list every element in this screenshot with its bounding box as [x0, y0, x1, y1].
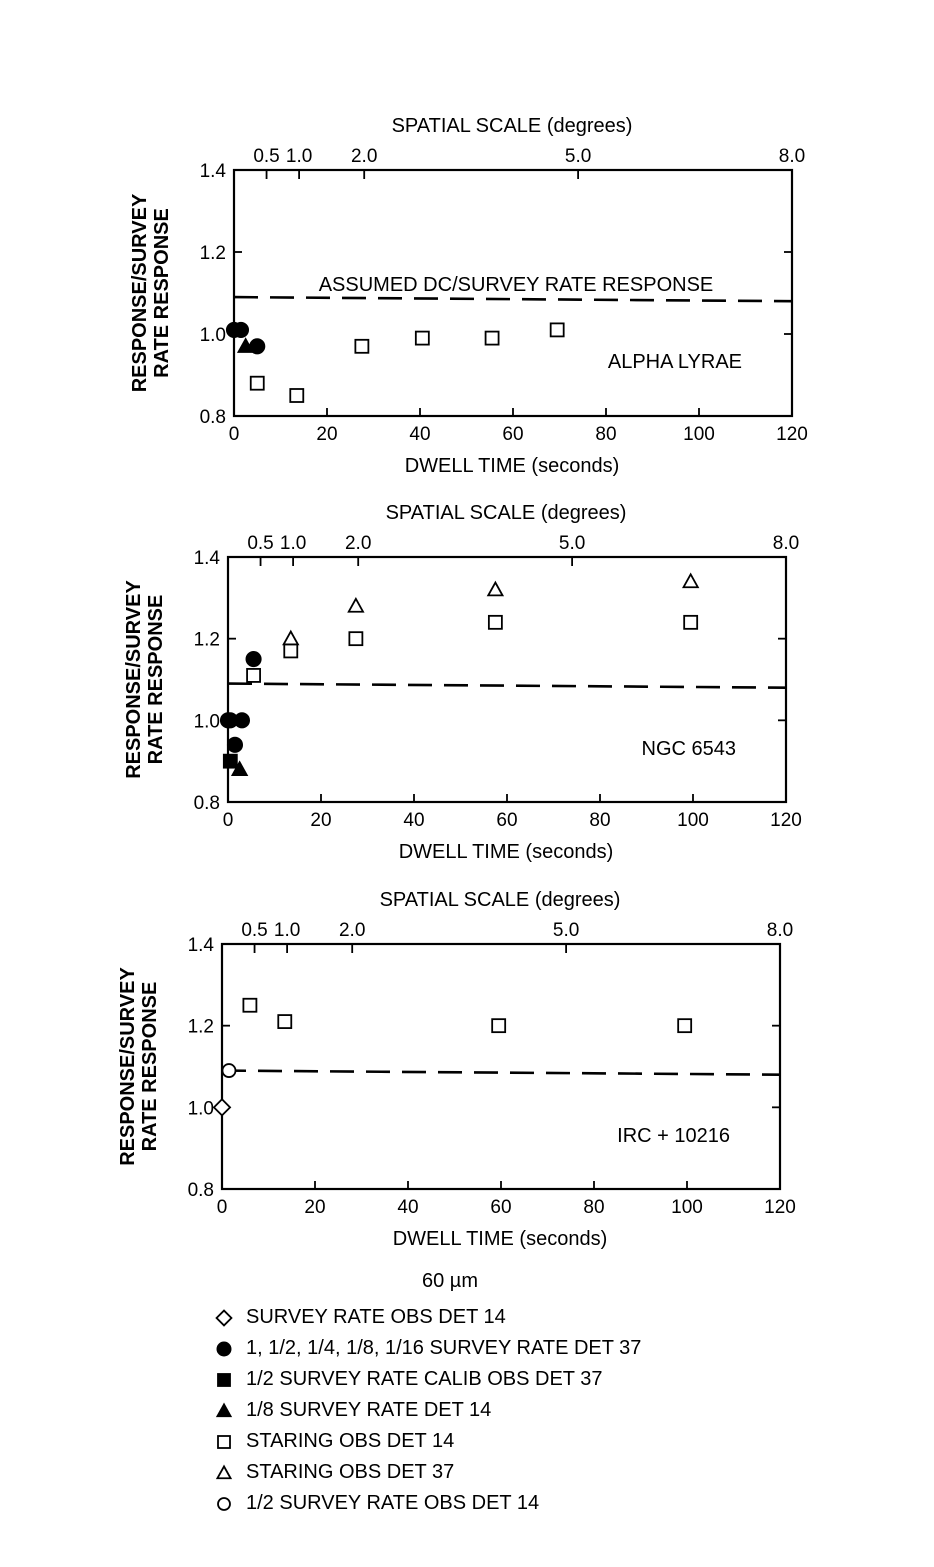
- legend-marker-square-open: [210, 1430, 234, 1454]
- x-tick-label: 0: [228, 424, 240, 445]
- y-tick-label: 1.2: [199, 243, 226, 264]
- legend-marker-shape: [217, 1342, 230, 1355]
- x-tick-label: 100: [671, 1197, 703, 1218]
- legend-label: 1/2 SURVEY RATE OBS DET 14: [246, 1492, 540, 1514]
- x-tick-label: 120: [776, 424, 808, 445]
- x-tick-label: 80: [595, 424, 617, 445]
- plot-frame: [228, 557, 786, 802]
- legend-label: STARING OBS DET 37: [246, 1461, 455, 1483]
- top-tick-label: 2.0: [338, 920, 366, 941]
- y-axis-title-line2: RATE RESPONSE: [151, 208, 173, 378]
- y-tick-label: 0.8: [187, 1180, 214, 1201]
- legend-marker-shape: [218, 1374, 230, 1386]
- legend-label: 1, 1/2, 1/4, 1/8, 1/16 SURVEY RATE DET 37: [246, 1337, 642, 1359]
- data-point-triangle-open: [684, 574, 698, 587]
- top-tick-label: 5.0: [558, 533, 586, 554]
- legend-marker-triangle-open: [210, 1461, 234, 1485]
- x-tick-label: 120: [764, 1197, 796, 1218]
- plot-frame: [222, 944, 780, 1189]
- top-tick-label: 5.0: [552, 920, 580, 941]
- chart-panel-2: [123, 502, 802, 863]
- legend-label: STARING OBS DET 14: [246, 1430, 455, 1452]
- x-tick-label: 100: [677, 810, 709, 831]
- top-tick-label: 8.0: [772, 533, 800, 554]
- y-tick-label: 1.4: [193, 548, 220, 569]
- y-tick-label: 1.4: [187, 935, 214, 956]
- x-tick-label: 0: [222, 810, 234, 831]
- y-tick-label: 0.8: [199, 407, 226, 428]
- x-axis-title: DWELL TIME (seconds): [398, 841, 614, 863]
- data-point-square-open: [349, 632, 362, 645]
- x-tick-label: 120: [770, 810, 802, 831]
- x-tick-label: 60: [496, 810, 518, 831]
- legend-marker-shape: [217, 1404, 230, 1416]
- y-axis-title-line2: RATE RESPONSE: [139, 981, 161, 1152]
- legend-marker-shape: [218, 1498, 230, 1510]
- legend-marker-shape: [217, 1466, 230, 1478]
- y-tick-label: 0.8: [193, 793, 220, 814]
- panel-label: NGC 6543: [641, 738, 736, 760]
- y-tick-label: 1.0: [199, 325, 226, 346]
- data-point-square-open: [290, 389, 303, 402]
- data-point-square-open: [278, 1015, 291, 1028]
- legend-marker-triangle-filled: [210, 1399, 234, 1423]
- data-point-circle-open: [222, 1064, 235, 1077]
- x-tick-label: 60: [502, 424, 524, 445]
- x-tick-label: 20: [310, 810, 332, 831]
- y-tick-label: 1.2: [187, 1016, 214, 1038]
- top-tick-label: 8.0: [766, 920, 794, 941]
- data-point-square-open: [489, 616, 502, 629]
- x-tick-label: 20: [316, 424, 338, 445]
- data-point-square-open: [284, 644, 297, 657]
- x-tick-label: 60: [490, 1197, 512, 1218]
- data-point-square-open: [355, 340, 368, 353]
- legend-label: SURVEY RATE OBS DET 14: [246, 1306, 506, 1328]
- data-point-square-open: [243, 999, 256, 1012]
- x-tick-label: 20: [304, 1197, 326, 1218]
- data-point-square-open: [678, 1019, 691, 1032]
- data-point-circle-filled: [228, 738, 242, 752]
- top-tick-label: 0.5: [241, 920, 268, 941]
- reference-line: [228, 684, 786, 688]
- y-tick-label: 1.4: [199, 161, 226, 182]
- data-point-square-filled: [224, 755, 237, 768]
- y-axis-title-line1: RESPONSE/SURVEY: [117, 967, 139, 1166]
- data-point-square-open: [486, 332, 499, 345]
- data-point-triangle-open: [349, 599, 363, 612]
- x-tick-label: 40: [397, 1197, 419, 1218]
- top-axis-title: SPATIAL SCALE (degrees): [391, 115, 633, 137]
- data-point-square-open: [251, 377, 264, 390]
- chart-panel-3: [117, 889, 796, 1250]
- legend-marker-square-filled: [210, 1368, 234, 1392]
- top-tick-label: 0.5: [253, 146, 280, 167]
- y-axis-title-line2: RATE RESPONSE: [145, 594, 167, 765]
- panel-label: IRC + 10216: [617, 1125, 730, 1147]
- data-point-circle-filled: [234, 323, 248, 337]
- x-tick-label: 0: [216, 1197, 228, 1218]
- reference-line: [222, 1071, 780, 1075]
- legend-label: 1/2 SURVEY RATE CALIB OBS DET 37: [246, 1368, 603, 1390]
- legend-title: 60 µm: [422, 1270, 478, 1292]
- y-tick-label: 1.0: [193, 711, 220, 733]
- x-tick-label: 40: [403, 810, 425, 831]
- x-axis-title: DWELL TIME (seconds): [404, 455, 620, 477]
- top-tick-label: 0.5: [247, 533, 274, 554]
- legend-marker-circle-filled: [210, 1337, 234, 1361]
- x-axis-title: DWELL TIME (seconds): [392, 1228, 608, 1250]
- data-point-circle-filled: [235, 713, 249, 727]
- data-point-square-open: [551, 323, 564, 336]
- x-tick-label: 40: [409, 424, 431, 445]
- data-point-square-open: [247, 669, 260, 682]
- top-tick-label: 1.0: [273, 920, 301, 941]
- top-tick-label: 2.0: [344, 533, 372, 554]
- data-point-diamond-open: [214, 1099, 230, 1115]
- x-tick-label: 80: [589, 810, 611, 831]
- panel-label: ALPHA LYRAE: [607, 351, 742, 373]
- top-tick-label: 5.0: [564, 146, 592, 167]
- reference-line: [234, 297, 792, 301]
- data-point-triangle-open: [488, 583, 502, 596]
- reference-line-label: ASSUMED DC/SURVEY RATE RESPONSE: [318, 274, 714, 297]
- legend-label: 1/8 SURVEY RATE DET 14: [246, 1399, 492, 1421]
- top-tick-label: 2.0: [350, 146, 378, 167]
- data-point-circle-filled: [246, 652, 260, 666]
- chart-panel-1: [129, 115, 808, 477]
- legend-marker-diamond-open: [210, 1306, 234, 1330]
- top-axis-title: SPATIAL SCALE (degrees): [379, 889, 621, 911]
- legend-marker-shape: [217, 1311, 232, 1326]
- top-axis-title: SPATIAL SCALE (degrees): [385, 502, 627, 524]
- data-point-square-open: [416, 332, 429, 345]
- y-tick-label: 1.0: [187, 1098, 214, 1120]
- data-point-square-open: [492, 1019, 505, 1032]
- y-tick-label: 1.2: [193, 629, 220, 651]
- x-tick-label: 100: [683, 424, 715, 445]
- legend-marker-shape: [218, 1436, 230, 1448]
- x-tick-label: 80: [583, 1197, 605, 1218]
- y-axis-title-line1: RESPONSE/SURVEY: [123, 580, 145, 779]
- legend-marker-circle-open: [210, 1492, 234, 1516]
- top-tick-label: 1.0: [279, 533, 307, 554]
- y-axis-title-line1: RESPONSE/SURVEY: [129, 193, 151, 393]
- top-tick-label: 1.0: [285, 146, 313, 167]
- top-tick-label: 8.0: [778, 146, 806, 167]
- data-point-square-open: [684, 616, 697, 629]
- data-point-triangle-open: [284, 632, 298, 645]
